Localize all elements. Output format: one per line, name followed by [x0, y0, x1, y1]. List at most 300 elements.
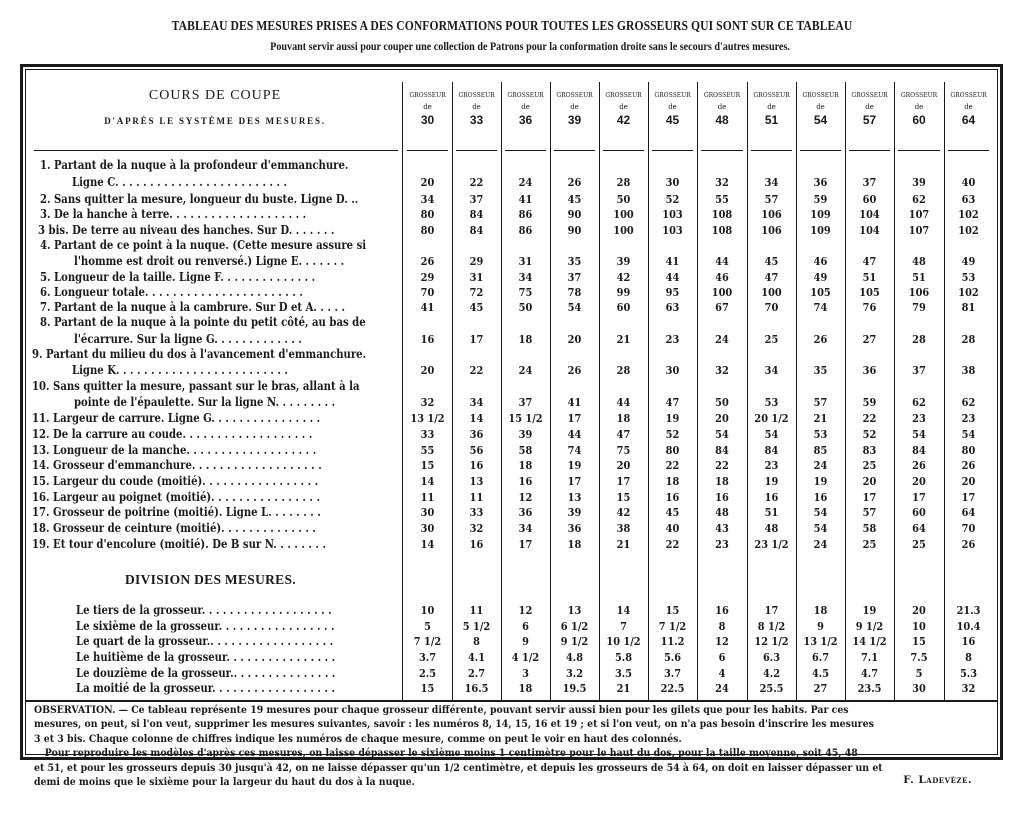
measure-value: 24: [518, 363, 533, 377]
measure-value: 16: [420, 332, 435, 346]
measure-value: 23: [665, 332, 680, 346]
measure-label: 19. Et tour d'encolure (moitié). De B sur N. . . . . . . .: [32, 537, 326, 551]
division-value: 5.6: [663, 650, 681, 664]
measure-value: 86: [518, 207, 533, 221]
division-value: 7.5: [910, 650, 928, 664]
measure-value: 44: [567, 427, 582, 441]
measure-label: 3 bis. De terre au niveau des hanches. Sur D. . . . . . .: [38, 223, 335, 237]
observation-line: et 51, et pour les grosseurs depuis 30 jusqu'à 42, on ne laisse dépasser qu'un 1/2 centimètre, et depuis les grosseurs de 54 à 64, on doit en laisser dépasser un et: [34, 761, 883, 774]
measure-value: 74: [813, 300, 828, 314]
division-label: Le tiers de la grosseur. . . . . . . . . . . . . . . . . . .: [76, 603, 332, 617]
column-header-de: de: [619, 103, 628, 111]
division-value: 22.5: [660, 681, 685, 695]
division-value: 7.1: [860, 650, 878, 664]
column-header-number: 33: [469, 113, 484, 127]
division-value: 12 1/2: [754, 634, 789, 648]
column-header-de: de: [767, 103, 776, 111]
column-header-word: GROSSEUR: [556, 92, 593, 99]
measure-value: 36: [862, 363, 877, 377]
measure-value: 16: [764, 490, 779, 504]
measure-value: 21: [616, 332, 631, 346]
measure-value: 49: [813, 270, 828, 284]
division-value: 10 1/2: [606, 634, 641, 648]
division-label: Le huitième de la grosseur. . . . . . . . . . . . . . . .: [76, 650, 336, 664]
measure-value: 70: [420, 285, 435, 299]
measure-value: 21: [616, 537, 631, 551]
column-header-number: 36: [518, 113, 533, 127]
measure-label: 16. Largeur au poignet (moitié). . . . . . . . . . . . . . . .: [32, 490, 320, 504]
measure-value: 18: [518, 332, 533, 346]
header-rule: [800, 150, 841, 151]
measure-label: 1. Partant de la nuque à la profondeur d'emmanchure.: [40, 158, 349, 172]
measure-value: 30: [420, 505, 435, 519]
measure-value: 34: [764, 175, 779, 189]
measure-value: 72: [469, 285, 484, 299]
division-value: 11.2: [660, 634, 685, 648]
measure-value: 22: [469, 175, 484, 189]
column-header-word: GROSSEUR: [900, 92, 938, 99]
measure-value: 16: [665, 490, 680, 504]
measure-label: 6. Longueur totale. . . . . . . . . . . . . . . . . . . . . . .: [40, 285, 303, 299]
column-header-size: [550, 92, 599, 127]
division-value: 9: [522, 634, 529, 648]
measure-value: 36: [813, 175, 828, 189]
measure-value: 16: [469, 537, 484, 551]
column-header-size: [501, 92, 550, 127]
division-value: 17: [764, 603, 779, 617]
division-value: 18: [518, 681, 533, 695]
measure-value: 67: [715, 300, 729, 314]
division-value: 14: [616, 603, 631, 617]
observation-separator: [25, 700, 998, 702]
column-divider: [796, 82, 797, 700]
division-value: 7 1/2: [658, 619, 687, 633]
measure-value: 104: [859, 207, 880, 221]
measure-value: 62: [912, 395, 926, 409]
measure-value: 41: [567, 395, 582, 409]
measure-value: 63: [665, 300, 680, 314]
measure-value: 90: [567, 207, 582, 221]
column-header-number: 60: [912, 113, 926, 127]
measure-value: 52: [665, 192, 680, 206]
header-rule: [751, 150, 792, 151]
measure-value: 19: [567, 458, 582, 472]
column-header-word: GROSSEUR: [703, 92, 741, 99]
measure-value: 20: [616, 458, 631, 472]
measure-value: 37: [567, 270, 582, 284]
measure-value: 102: [958, 207, 979, 221]
measure-value: 42: [616, 505, 631, 519]
measure-value: 51: [912, 270, 926, 284]
measure-value: 74: [567, 443, 582, 457]
division-value: 4.1: [467, 650, 485, 664]
measure-value: 78: [567, 285, 582, 299]
measure-value: 84: [469, 223, 484, 237]
measure-value: 32: [469, 521, 484, 535]
measure-value: 54: [813, 521, 828, 535]
measure-label: l'homme est droit ou renversé.) Ligne E. . . . . . .: [74, 254, 345, 268]
column-header-word: GROSSEUR: [605, 92, 642, 99]
division-value: 3: [522, 666, 529, 680]
measure-value: 58: [862, 521, 877, 535]
column-divider: [894, 82, 895, 700]
observation-line: OBSERVATION. — Ce tableau représente 19 mesures pour chaque grosseur différente, pouvant servir aussi bien pour les gilets que pour les habits. Par ces: [34, 704, 849, 716]
measure-value: 48: [764, 521, 779, 535]
division-value: 3.7: [418, 650, 436, 664]
measure-value: 18: [715, 474, 729, 488]
division-value: 4: [718, 666, 726, 680]
division-value: 5: [424, 619, 431, 633]
measure-value: 20: [862, 474, 877, 488]
measure-value: 53: [813, 427, 828, 441]
measure-label: 7. Partant de la nuque à la cambrure. Sur D et A. . . . .: [40, 300, 345, 314]
column-header-number: 51: [764, 113, 779, 127]
measure-value: 15 1/2: [508, 411, 543, 425]
column-header-de: de: [865, 103, 874, 111]
measure-value: 59: [813, 192, 828, 206]
column-header-word: GROSSEUR: [458, 92, 495, 99]
measure-value: 37: [862, 175, 877, 189]
column-divider: [452, 82, 453, 700]
division-value: 13: [567, 603, 582, 617]
measure-value: 37: [518, 395, 533, 409]
measure-label: Ligne C. . . . . . . . . . . . . . . . . . . . . . . . .: [72, 175, 288, 189]
measure-value: 24: [518, 175, 533, 189]
division-value: 32: [961, 681, 976, 695]
measure-value: 25: [862, 537, 877, 551]
measure-value: 17: [469, 332, 484, 346]
column-divider: [599, 82, 600, 700]
division-value: 16.5: [464, 681, 489, 695]
column-header-de: de: [914, 103, 924, 111]
measure-value: 38: [961, 363, 976, 377]
measure-value: 26: [813, 332, 828, 346]
measure-value: 75: [616, 443, 631, 457]
measure-value: 76: [862, 300, 877, 314]
measure-value: 60: [616, 300, 631, 314]
signature: F. Ladevèze.: [903, 774, 972, 786]
measure-label: 14. Grosseur d'emmanchure. . . . . . . . . . . . . . . . . . .: [32, 458, 322, 472]
measure-value: 81: [961, 300, 976, 314]
division-value: 2.5: [418, 666, 436, 680]
header-rule: [554, 150, 595, 151]
column-header-number: 39: [567, 113, 582, 127]
measure-value: 102: [958, 285, 979, 299]
measure-value: 80: [665, 443, 680, 457]
division-label: Le quart de la grosseur.. . . . . . . . . . . . . . . . . .: [76, 634, 334, 648]
measure-value: 20: [420, 175, 435, 189]
measure-value: 16: [715, 490, 729, 504]
column-header-size: [747, 92, 796, 127]
observation-line: Pour reproduire les modèles d'après ces mesures, on laisse dépasser le sixième moins 1 centimètre pour le haut du dos, pour la taille moyenne, soit 45, 48: [44, 747, 858, 760]
measure-value: 47: [862, 254, 877, 268]
measure-value: 36: [469, 427, 484, 441]
measure-value: 24: [813, 458, 828, 472]
column-header-de: de: [816, 103, 825, 111]
measure-value: 36: [518, 505, 533, 519]
measure-value: 34: [518, 521, 533, 535]
measure-value: 80: [420, 207, 435, 221]
measure-value: 54: [715, 427, 729, 441]
measure-value: 26: [567, 363, 582, 377]
measure-value: 48: [715, 505, 729, 519]
measure-label: 13. Longueur de la manche. . . . . . . . . . . . . . . . . . .: [32, 443, 317, 457]
measure-value: 100: [711, 285, 733, 299]
measure-value: 58: [518, 443, 533, 457]
division-title: DIVISION DES MESURES.: [125, 572, 296, 587]
measure-value: 109: [810, 223, 831, 237]
measure-value: 16: [469, 458, 484, 472]
measure-value: 54: [567, 300, 582, 314]
column-header-de: de: [964, 103, 973, 111]
measure-label: 17. Grosseur de poitrine (moitié). Ligne L. . . . . . . .: [32, 505, 321, 519]
measure-value: 15: [420, 458, 435, 472]
measure-value: 21: [813, 411, 828, 425]
header-rule: [407, 150, 448, 151]
measure-value: 103: [662, 223, 683, 237]
division-value: 2.7: [467, 666, 485, 680]
measure-value: 33: [420, 427, 435, 441]
division-value: 4.7: [860, 666, 878, 680]
measure-value: 103: [662, 207, 683, 221]
measure-value: 19: [764, 474, 779, 488]
measure-value: 47: [764, 270, 779, 284]
division-value: 23.5: [857, 681, 882, 695]
header-rule: [898, 150, 940, 151]
header-rule: [34, 150, 398, 151]
measure-value: 83: [862, 443, 877, 457]
division-value: 6: [522, 619, 529, 633]
measure-label: 10. Sans quitter la mesure, passant sur le bras, allant à la: [32, 379, 360, 393]
division-value: 6.3: [762, 650, 780, 664]
measure-value: 17: [912, 490, 926, 504]
division-value: 25.5: [759, 681, 784, 695]
measure-value: 23: [912, 411, 926, 425]
division-value: 27: [813, 681, 828, 695]
measure-value: 55: [420, 443, 435, 457]
measure-value: 13 1/2: [410, 411, 445, 425]
header-rule: [849, 150, 890, 151]
division-value: 5: [915, 666, 923, 680]
measure-label: 5. Longueur de la taille. Ligne F. . . . . . . . . . . . . .: [40, 270, 316, 284]
measure-value: 26: [912, 458, 926, 472]
measure-label: pointe de l'épaulette. Sur la ligne N. . . . . . . . .: [74, 395, 336, 409]
measure-value: 56: [469, 443, 484, 457]
measure-value: 34: [420, 192, 435, 206]
observation-block: [34, 703, 994, 789]
measure-value: 11: [420, 490, 435, 504]
measure-value: 84: [715, 443, 729, 457]
measure-value: 20 1/2: [754, 411, 789, 425]
division-value: 4.5: [811, 666, 829, 680]
measure-value: 50: [616, 192, 631, 206]
measure-value: 106: [761, 207, 782, 221]
column-header-de: de: [423, 103, 432, 111]
measure-value: 57: [813, 395, 828, 409]
measure-value: 14: [420, 474, 435, 488]
division-value: 8: [473, 634, 480, 648]
division-label: La moitié de la grosseur. . . . . . . . . . . . . . . . . .: [76, 681, 335, 695]
measure-value: 46: [715, 270, 729, 284]
column-header-de: de: [472, 103, 481, 111]
measure-value: 15: [616, 490, 631, 504]
measure-value: 51: [862, 270, 877, 284]
measure-value: 39: [616, 254, 631, 268]
measure-label: 11. Largeur de carrure. Ligne G. . . . . . . . . . . . . . . .: [32, 411, 321, 425]
measure-value: 59: [862, 395, 877, 409]
measure-value: 17: [616, 474, 631, 488]
measure-label: Ligne K. . . . . . . . . . . . . . . . . . . . . . . . .: [72, 363, 288, 377]
division-value: 8 1/2: [757, 619, 786, 633]
measure-value: 95: [665, 285, 680, 299]
measure-value: 40: [961, 175, 976, 189]
measure-value: 23: [715, 537, 729, 551]
column-header-de: de: [668, 103, 677, 111]
measure-value: 23: [764, 458, 779, 472]
measure-value: 107: [908, 207, 930, 221]
measure-value: 84: [912, 443, 926, 457]
measure-value: 27: [862, 332, 877, 346]
division-value: 18: [813, 603, 828, 617]
division-value: 14 1/2: [852, 634, 887, 648]
measure-value: 25: [912, 537, 926, 551]
measure-value: 105: [810, 285, 831, 299]
cours-de-coupe-heading: COURS DE COUPE: [148, 88, 282, 103]
measure-value: 64: [961, 505, 976, 519]
header-rule: [603, 150, 644, 151]
column-header-size: [944, 92, 993, 127]
observation-line: demi de moins que le sixième pour la largeur du haut du dos à la nuque.: [34, 776, 415, 789]
measure-value: 108: [711, 223, 733, 237]
measure-value: 45: [567, 192, 582, 206]
division-value: 7: [620, 619, 627, 633]
column-header-size: [403, 92, 452, 127]
division-value: 10.4: [956, 619, 981, 633]
measure-value: 45: [764, 254, 779, 268]
measure-value: 20: [912, 474, 926, 488]
division-value: 7 1/2: [413, 634, 442, 648]
measure-value: 100: [761, 285, 782, 299]
measure-value: 51: [764, 505, 779, 519]
column-header-number: 64: [961, 113, 976, 127]
measure-value: 20: [961, 474, 976, 488]
measure-value: 17: [961, 490, 976, 504]
division-value: 9: [817, 619, 824, 633]
column-divider: [648, 82, 649, 700]
measure-label: 4. Partant de ce point à la nuque. (Cette mesure assure si: [40, 238, 367, 252]
measure-value: 48: [912, 254, 926, 268]
measure-value: 20: [567, 332, 582, 346]
measure-value: 49: [961, 254, 976, 268]
systeme-subheading: D'APRÈS LE SYSTÈME DES MESURES.: [104, 116, 326, 126]
measure-value: 31: [518, 254, 533, 268]
measure-value: 39: [912, 175, 926, 189]
division-value: 4.8: [565, 650, 583, 664]
division-value: 24: [715, 681, 729, 695]
measure-value: 41: [518, 192, 533, 206]
division-value: 8: [718, 619, 726, 633]
column-divider: [845, 82, 846, 700]
measure-value: 57: [862, 505, 877, 519]
division-value: 16: [961, 634, 976, 648]
division-value: 30: [912, 681, 926, 695]
measure-label: 18. Grosseur de ceinture (moitié). . . . . . . . . . . . . .: [32, 521, 316, 535]
division-value: 11: [469, 603, 484, 617]
division-value: 4 1/2: [511, 650, 540, 664]
measure-value: 33: [469, 505, 484, 519]
table-header-left: [30, 88, 400, 126]
measure-value: 34: [469, 395, 484, 409]
column-header-size: [796, 92, 845, 127]
measure-value: 55: [715, 192, 729, 206]
measure-value: 53: [961, 270, 976, 284]
column-header-number: 54: [813, 113, 828, 127]
measure-value: 22: [469, 363, 484, 377]
label-column-divider: [402, 82, 403, 700]
measure-label: 9. Partant du milieu du dos à l'avancement d'emmanchure.: [32, 347, 367, 361]
measure-label: 15. Largeur du coude (moitié). . . . . . . . . . . . . . . . .: [32, 474, 319, 488]
measure-value: 25: [862, 458, 877, 472]
measure-value: 75: [518, 285, 533, 299]
measure-value: 80: [420, 223, 435, 237]
division-value: 15: [665, 603, 680, 617]
measure-value: 37: [469, 192, 484, 206]
column-header-de: de: [717, 103, 727, 111]
measure-value: 14: [420, 537, 435, 551]
measure-value: 102: [958, 223, 979, 237]
measure-value: 16: [518, 474, 533, 488]
division-value: 3.2: [565, 666, 583, 680]
measure-value: 41: [665, 254, 680, 268]
column-header-size: [697, 92, 747, 127]
measure-value: 105: [859, 285, 880, 299]
measure-value: 26: [961, 537, 976, 551]
header-rule: [456, 150, 497, 151]
measure-value: 41: [420, 300, 435, 314]
column-header-size: [452, 92, 501, 127]
measure-value: 17: [567, 411, 582, 425]
measure-value: 106: [908, 285, 930, 299]
header-rule: [948, 150, 989, 151]
measure-value: 47: [616, 427, 631, 441]
measure-value: 24: [715, 332, 729, 346]
measure-value: 70: [764, 300, 779, 314]
measure-value: 43: [715, 521, 729, 535]
measure-label: 2. Sans quitter la mesure, longueur du buste. Ligne D. ..: [40, 192, 359, 206]
division-value: 15: [420, 681, 435, 695]
measure-label: 12. De la carrure au coude. . . . . . . . . . . . . . . . . . .: [32, 427, 313, 441]
measure-value: 34: [764, 363, 779, 377]
measure-value: 22: [665, 537, 680, 551]
measure-value: 54: [813, 505, 828, 519]
column-header-size: [648, 92, 697, 127]
division-value: 3.5: [614, 666, 632, 680]
column-header-size: [845, 92, 894, 127]
measure-value: 45: [665, 505, 680, 519]
division-value: 6.7: [811, 650, 829, 664]
column-header-size: [894, 92, 944, 127]
measure-value: 42: [616, 270, 631, 284]
measure-value: 60: [912, 505, 926, 519]
measure-value: 86: [518, 223, 533, 237]
measure-value: 60: [862, 192, 877, 206]
division-value: 15: [912, 634, 926, 648]
measure-value: 22: [715, 458, 729, 472]
division-value: 4.2: [762, 666, 780, 680]
measure-value: 20: [420, 363, 435, 377]
measure-value: 52: [862, 427, 877, 441]
division-value: 3.7: [663, 666, 681, 680]
